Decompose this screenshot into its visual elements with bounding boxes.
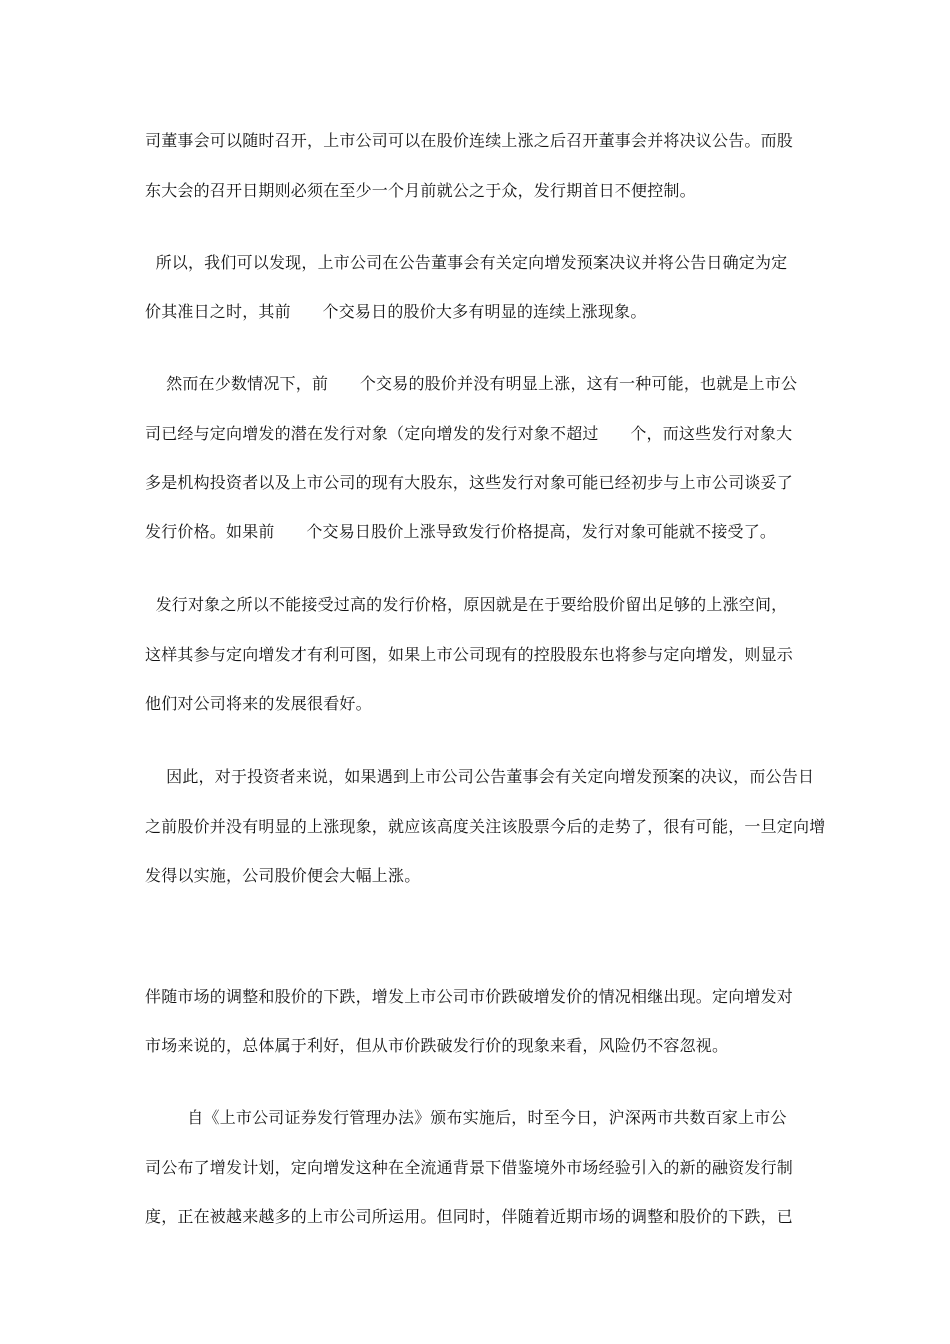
paragraph-6-line-2: 市场来说的，总体属于利好，但从市价跌破发行价的现象来看，风险仍不容忽视。 [145,1036,729,1055]
paragraph-1-line-2: 东大会的召开日期则必须在至少一个月前就公之于众，发行期首日不便控制。 [145,181,696,200]
paragraph-3-line-2: 司已经与定向增发的潜在发行对象（定向增发的发行对象不超过 个，而这些发行对象大 [145,424,793,443]
paragraph-1-line-1: 司董事会可以随时召开，上市公司可以在股价连续上涨之后召开董事会并将决议公告。而股 [145,131,794,150]
paragraph-5-line-2: 之前股价并没有明显的上涨现象，就应该高度关注该股票今后的走势了，很有可能，一旦定向增 [145,817,826,836]
paragraph-4-line-3: 他们对公司将来的发展很看好。 [145,694,372,713]
paragraph-2-line-1: 所以，我们可以发现，上市公司在公告董事会有关定向增发预案决议并将公告日确定为定 [145,253,788,272]
paragraph-5-line-3: 发得以实施，公司股价便会大幅上涨。 [145,866,421,885]
paragraph-2-line-2: 价其准日之时，其前 个交易日的股价大多有明显的连续上涨现象。 [145,302,647,321]
paragraph-7-line-3: 度，正在被越来越多的上市公司所运用。但同时，伴随着近期市场的调整和股价的下跌，已 [145,1207,794,1226]
paragraph-5-line-1: 因此，对于投资者来说，如果遇到上市公司公告董事会有关定向增发预案的决议，而公告日 [145,767,815,786]
paragraph-3-line-3: 多是机构投资者以及上市公司的现有大股东，这些发行对象可能已经初步与上市公司谈妥了 [145,473,794,492]
paragraph-3-line-4: 发行价格。如果前 个交易日股价上涨导致发行价格提高，发行对象可能就不接受了。 [145,522,777,541]
paragraph-6-line-1: 伴随市场的调整和股价的下跌，增发上市公司市价跌破增发价的情况相继出现。定向增发对 [145,987,794,1006]
paragraph-3-line-1: 然而在少数情况下，前 个交易的股价并没有明显上涨，这有一种可能，也就是上市公 [145,374,798,393]
paragraph-4-line-2: 这样其参与定向增发才有利可图，如果上市公司现有的控股股东也将参与定向增发，则显示 [145,645,794,664]
paragraph-7-line-2: 司公布了增发计划，定向增发这种在全流通背景下借鉴境外市场经验引入的新的融资发行制 [145,1158,794,1177]
paragraph-4-line-1: 发行对象之所以不能接受过高的发行价格，原因就是在于要给股价留出足够的上涨空间， [145,595,788,614]
paragraph-7-line-1: 自《上市公司证券发行管理办法》颁布实施后，时至今日，沪深两市共数百家上市公 [145,1108,787,1127]
